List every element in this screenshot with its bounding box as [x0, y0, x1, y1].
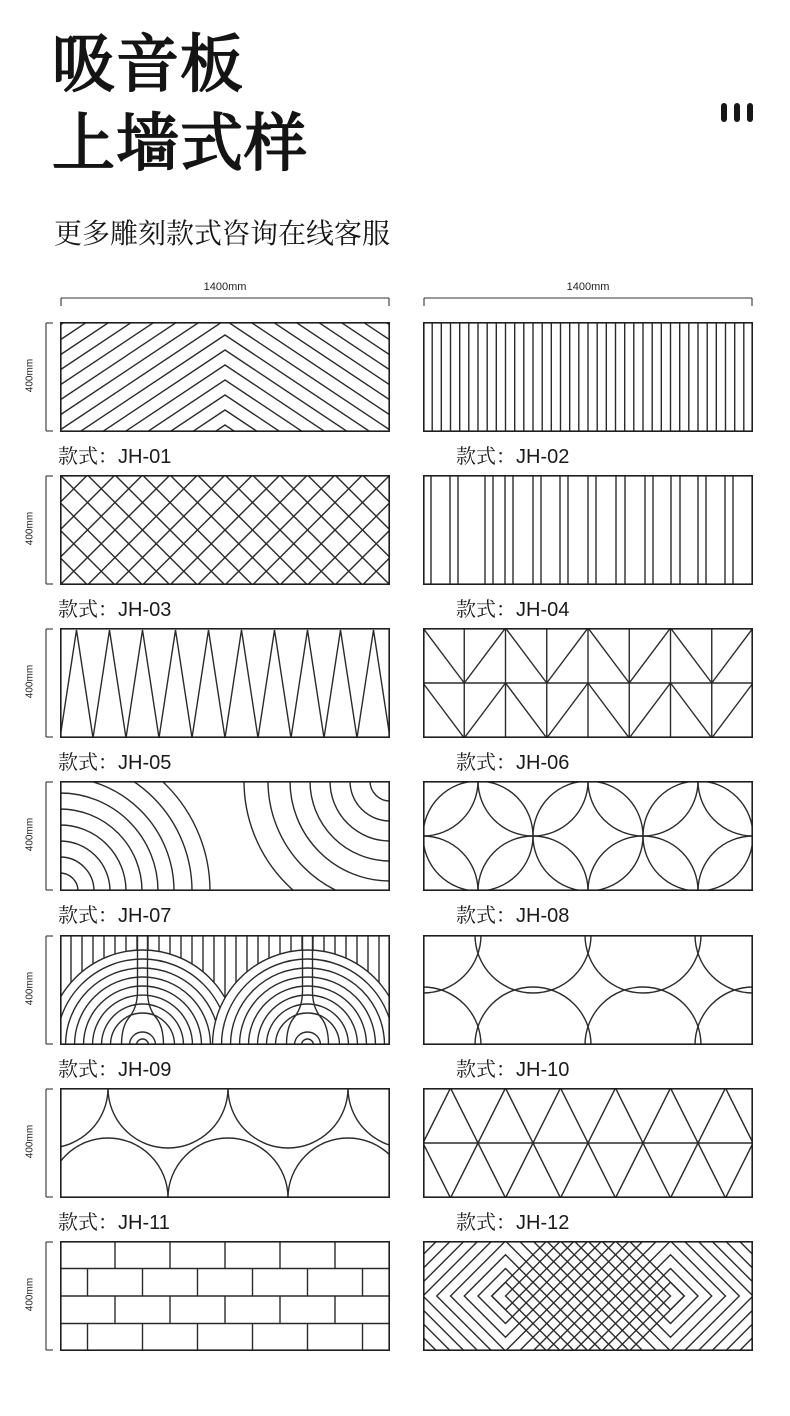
dimension-height-bracket	[35, 1088, 53, 1198]
dimension-width-label: 1400mm	[203, 281, 247, 293]
panel-diagram-JH-06	[423, 628, 753, 738]
style-code: JH-11	[118, 1212, 170, 1234]
style-label-prefix: 款式：	[456, 1059, 516, 1081]
panel-diagram-JH-04	[423, 475, 753, 585]
dimension-height-label: 400mm	[24, 664, 36, 699]
dimension-height-bracket	[35, 781, 53, 891]
panel-border	[61, 323, 389, 431]
style-code: JH-03	[118, 599, 172, 621]
panel-border	[61, 782, 389, 890]
style-label-prefix: 款式：	[456, 752, 516, 774]
panel-diagram-JH-09	[60, 935, 390, 1045]
panel-JH-10	[423, 935, 753, 1045]
page-title	[52, 26, 308, 185]
panel-nested-diamonds	[423, 1241, 753, 1351]
panel-diagram-JH-02	[423, 322, 753, 432]
dimension-width	[423, 280, 753, 306]
style-label-prefix: 款式：	[58, 599, 118, 621]
style-code: JH-04	[516, 599, 570, 621]
style-code: JH-07	[118, 905, 172, 927]
panel-style-label	[58, 899, 171, 928]
dimension-height-bracket	[35, 475, 53, 585]
style-label-prefix: 款式：	[456, 446, 516, 468]
style-code: JH-08	[516, 905, 570, 927]
style-code: JH-09	[118, 1059, 172, 1081]
dimension-height-label: 400mm	[24, 971, 36, 1006]
dimension-height-bracket	[35, 322, 53, 432]
dimension-width	[60, 280, 390, 306]
menu-bar-icon	[734, 103, 740, 122]
panel-style-label	[456, 746, 569, 775]
panel-JH-08	[423, 781, 753, 891]
style-label-prefix: 款式：	[456, 1212, 516, 1234]
style-label-prefix: 款式：	[58, 1212, 118, 1234]
style-label-prefix: 款式：	[456, 905, 516, 927]
panel-diagram-JH-01	[60, 322, 390, 432]
dimension-height-bracket	[35, 935, 53, 1045]
panel-style-label	[456, 440, 569, 469]
panel-brick	[60, 1241, 390, 1351]
style-code: JH-10	[516, 1059, 570, 1081]
style-label-prefix: 款式：	[456, 599, 516, 621]
panel-diagram-JH-10	[423, 935, 753, 1045]
dimension-width-label: 1400mm	[566, 281, 610, 293]
panel-diagram-JH-12	[423, 1088, 753, 1198]
dimension-height-label: 400mm	[24, 1277, 36, 1312]
page-title-line1: 吸音板	[52, 30, 244, 100]
dimension-height-label: 400mm	[24, 511, 36, 546]
style-code: JH-02	[516, 446, 570, 468]
dimension-height-label: 400mm	[24, 1124, 36, 1159]
panel-style-label	[456, 1053, 569, 1082]
menu-bar-icon	[747, 103, 753, 122]
dimension-width-bracket	[60, 294, 390, 306]
page-subtitle: 更多雕刻款式咨询在线客服	[54, 218, 391, 249]
panel-JH-09	[60, 935, 390, 1045]
panel-style-label	[58, 1206, 170, 1235]
style-code: JH-01	[118, 446, 172, 468]
menu-bar-icon	[721, 103, 727, 122]
panel-JH-01	[60, 322, 390, 432]
dimension-height-label: 400mm	[24, 358, 36, 393]
dimension-height-label: 400mm	[24, 817, 36, 852]
panel-diagram-brick	[60, 1241, 390, 1351]
menu-dots-icon[interactable]	[721, 103, 753, 122]
dimension-height-bracket	[35, 1241, 53, 1351]
style-code: JH-06	[516, 752, 570, 774]
panel-diagram-JH-11	[60, 1088, 390, 1198]
style-code: JH-05	[118, 752, 172, 774]
panel-diagram-JH-07	[60, 781, 390, 891]
panel-style-label	[456, 899, 569, 928]
page-title-line2: 上墙式样	[52, 109, 308, 180]
panel-diagram-JH-03	[60, 475, 390, 585]
style-label-prefix: 款式：	[58, 905, 118, 927]
dimension-width-bracket	[423, 294, 753, 306]
style-code: JH-12	[516, 1212, 570, 1234]
panel-JH-05	[60, 628, 390, 738]
style-label-prefix: 款式：	[58, 1059, 118, 1081]
panel-style-label	[58, 746, 171, 775]
panel-style-label	[58, 1053, 171, 1082]
dimension-height-bracket	[35, 628, 53, 738]
panel-JH-06	[423, 628, 753, 738]
panel-JH-04	[423, 475, 753, 585]
panel-diagram-nested-diamonds	[423, 1241, 753, 1351]
panel-style-label	[456, 593, 569, 622]
panel-diagram-JH-05	[60, 628, 390, 738]
panel-border	[424, 782, 752, 890]
panel-style-label	[58, 593, 171, 622]
panel-JH-03	[60, 475, 390, 585]
panel-style-label	[58, 440, 171, 469]
panel-JH-02	[423, 322, 753, 432]
panel-border	[61, 629, 389, 737]
panel-JH-12	[423, 1088, 753, 1198]
panel-diagram-JH-08	[423, 781, 753, 891]
panel-style-label	[456, 1206, 569, 1235]
style-label-prefix: 款式：	[58, 446, 118, 468]
style-label-prefix: 款式：	[58, 752, 118, 774]
panel-JH-11	[60, 1088, 390, 1198]
panel-JH-07	[60, 781, 390, 891]
